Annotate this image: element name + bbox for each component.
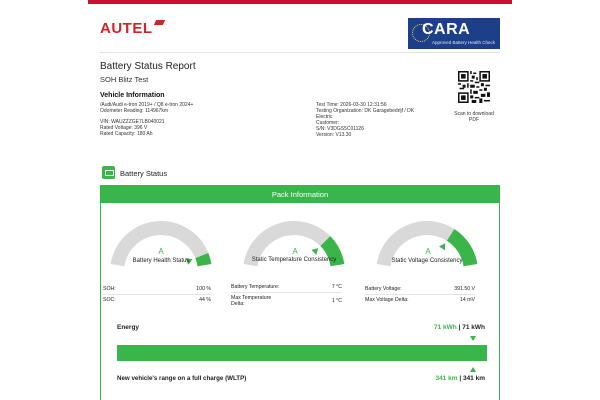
metric-divider	[103, 294, 211, 295]
energy-title: Energy	[117, 324, 140, 331]
battery-status-title: Battery Status	[120, 169, 168, 178]
max-temperature-delta-value: 1 °C	[331, 298, 342, 304]
vehicle-model: /Audi/Audi e-tron 2019+ / Q8 e-tron 2024+	[100, 102, 194, 108]
report-page	[88, 0, 512, 400]
top-accent-bar	[88, 0, 512, 4]
soh-value: 100 %	[196, 286, 211, 292]
range-current: 341 km	[435, 375, 458, 382]
range-separator: |	[459, 375, 462, 382]
energy-bar	[117, 345, 487, 361]
soh-label: SOH:	[103, 286, 116, 292]
cara-badge-name: CARA	[422, 21, 471, 38]
energy-bar-fill	[117, 345, 487, 361]
battery-icon	[102, 166, 115, 179]
cara-badge-subtitle: Approved Battery Health Check	[432, 40, 496, 45]
odometer-reading: Odometer Reading: 114967km	[100, 108, 169, 114]
energy-marker-icon	[470, 336, 476, 341]
software-version: Version: V13.30	[316, 132, 352, 138]
voltage-consistency-label: Static Voltage Consistency	[391, 258, 463, 264]
temperature-consistency-label: Static Temperature Consistency	[251, 257, 337, 263]
vehicle-info-left	[100, 102, 290, 137]
test-time: Test Time: 2026-03-30 12:31:56	[316, 102, 387, 108]
metric-divider	[231, 292, 342, 293]
temperature-consistency-gauge	[238, 214, 350, 276]
battery-health-gauge	[105, 214, 217, 276]
rated-voltage: Rated Voltage: 396 V	[100, 125, 148, 131]
autel-logo: AUTEL	[100, 20, 164, 37]
rated-capacity: Rated Capacity: 180 Ah	[100, 131, 153, 137]
report-title: Battery Status Report	[100, 61, 196, 72]
battery-voltage-value: 391.50 V	[454, 286, 475, 292]
soc-label: SOC:	[103, 297, 116, 303]
qr-caption: Scan to download PDF	[454, 111, 494, 124]
range-title: New vehicle's range on a full charge (WLTP)	[117, 375, 247, 382]
max-voltage-delta-value: 14 mV	[460, 297, 475, 303]
battery-voltage-label: Battery Voltage:	[365, 286, 402, 292]
range-nominal: 341 km	[462, 375, 485, 382]
testing-organization: Testing Organization: DK Garagebedrijf / DK	[316, 108, 415, 114]
pack-information-panel	[100, 185, 500, 400]
energy-current: 71 kWh	[434, 324, 457, 331]
header-divider	[100, 52, 500, 53]
range-values	[435, 375, 485, 382]
customer: Customer:	[316, 120, 340, 126]
battery-temperature-label: Battery Temperature:	[231, 284, 280, 290]
voltage-consistency-grade: A	[425, 247, 431, 256]
serial-number: S/N: V3DGS5C01126	[316, 126, 364, 132]
voltage-consistency-gauge	[371, 214, 483, 276]
range-marker-icon	[470, 367, 476, 372]
vehicle-info-right	[316, 102, 441, 138]
metric-divider	[365, 294, 475, 295]
qr-code-icon[interactable]	[458, 71, 490, 103]
testing-organization-cont: Electric	[316, 114, 333, 120]
max-temperature-delta-label: Max Temperature Delta:	[231, 295, 272, 308]
max-voltage-delta-label: Max Voltage Delta:	[365, 297, 409, 303]
battery-temperature-value: 7 °C	[331, 284, 342, 290]
vehicle-info-heading: Vehicle Information	[100, 92, 165, 99]
battery-health-grade: A	[158, 247, 164, 256]
report-subtitle: SOH Blitz Test	[100, 75, 149, 84]
battery-health-label: Battery Health Status	[132, 258, 190, 264]
energy-nominal: 71 kWh	[462, 324, 485, 331]
energy-separator: |	[458, 324, 461, 331]
energy-values	[434, 324, 485, 331]
cara-badge	[408, 18, 500, 49]
soc-value: 44 %	[199, 297, 211, 303]
pack-information-header: Pack Information	[101, 186, 499, 203]
vin: VIN: WAUZZZGE7LB040021	[100, 119, 165, 125]
temperature-consistency-grade: A	[292, 247, 298, 256]
